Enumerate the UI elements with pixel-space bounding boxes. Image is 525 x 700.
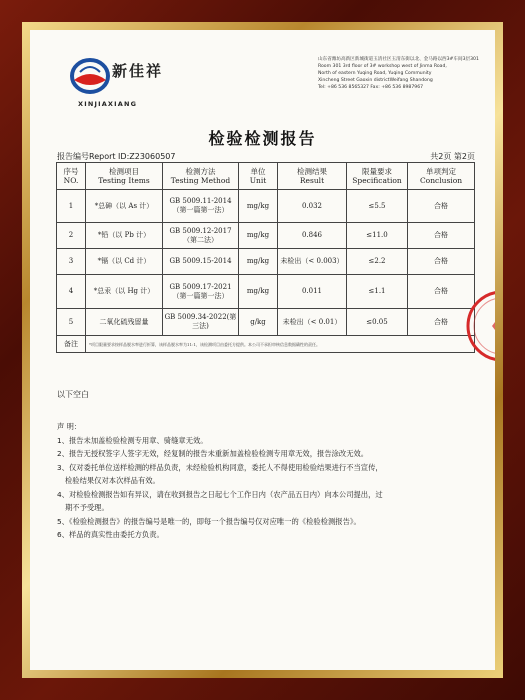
table-row [57, 190, 475, 223]
address-en-line: Xincheng Street Gaoxin districtWeifang Shandong [318, 78, 433, 83]
header-en: Testing Method [170, 176, 231, 185]
cell-no: 2 [57, 223, 86, 249]
table-row [57, 275, 475, 309]
statement-item: 4、对检验检测报告如有异议，请在收到报告之日起七个工作日内（农产品五日内）向本公司提出，过 [57, 489, 383, 499]
note-row [57, 336, 475, 353]
cell-method: GB 5009.17-2021（第一篇第一法） [163, 275, 239, 309]
header-cn: 限量要求 [362, 167, 392, 176]
header-en: Conclusion [419, 176, 463, 185]
cell-conclusion: 合格 [408, 309, 475, 336]
header-cn: 检测结果 [297, 167, 327, 176]
report-title: 检验检测报告 [208, 129, 317, 148]
cell-spec: ≤1.1 [347, 275, 408, 309]
statement-item: 6、样品的真实性由委托方负责。 [57, 530, 164, 539]
header-en: Testing Items [98, 176, 150, 185]
report-paper [30, 30, 495, 670]
header-en: Result [299, 176, 325, 185]
cell-result: 0.011 [278, 275, 347, 309]
company-address [318, 56, 493, 91]
cell-spec: ≤2.2 [347, 249, 408, 275]
address-en-line: North of eastern Yuqing Road, Yuqing Community [318, 71, 432, 76]
cell-method: GB 5009.12-2017（第二法） [163, 223, 239, 249]
cell-method: GB 5009.15-2014 [163, 249, 239, 275]
cell-spec: ≤11.0 [347, 223, 408, 249]
header-no [57, 163, 86, 190]
cell-spec: ≤0.05 [347, 309, 408, 336]
cell-unit: mg/kg [239, 249, 278, 275]
statement-item: 3、仅对委托单位送样检测的样品负责，未经检验机构同意，委托人不得使用检验结果进行不当宣传， [57, 462, 383, 472]
report-number: 报告编号Report ID:Z23060507 [57, 152, 176, 161]
statement-item: 检验结果仅对本次样品有效。 [65, 476, 160, 485]
cell-result: 0.846 [278, 223, 347, 249]
cell-unit: mg/kg [239, 190, 278, 223]
statement-section [57, 420, 482, 542]
header-result [278, 163, 347, 190]
statement-heading: 声 明： [57, 422, 82, 431]
cell-item: *总汞（以 Hg 计） [86, 275, 163, 309]
official-seal-icon [462, 286, 495, 366]
cell-conclusion: 合格 [408, 275, 475, 309]
cell-unit: g/kg [239, 309, 278, 336]
note-label: 备注 [57, 336, 86, 353]
cell-method: GB 5009.34-2022(第三法) [163, 309, 239, 336]
cell-conclusion: 合格 [408, 249, 475, 275]
cell-method: GB 5009.11-2014（第一篇第一法） [163, 190, 239, 223]
blank-below-notice: 以下空白 [57, 390, 89, 399]
header-en: Specification [352, 176, 402, 185]
cell-result: 未检出（< 0.01） [278, 309, 347, 336]
company-name-cn: 新佳祥 [112, 62, 164, 80]
cell-unit: mg/kg [239, 223, 278, 249]
table-row [57, 223, 475, 249]
table-row [57, 309, 475, 336]
cell-spec: ≤5.5 [347, 190, 408, 223]
header-item [86, 163, 163, 190]
cell-conclusion: 合格 [408, 223, 475, 249]
statement-item: 2、报告无授权签字人签字无效，经复制的报告未重新加盖检验检测专用章无效，报告涂改无效。 [57, 449, 369, 458]
cell-result: 未检出（< 0.003） [278, 249, 347, 275]
cell-conclusion: 合格 [408, 190, 475, 223]
header-cn: 检测项目 [109, 167, 139, 176]
cell-no: 5 [57, 309, 86, 336]
header-cn: 单位 [250, 167, 266, 176]
note-text: *项目限量要求按样品脱水率进行折算，该样品脱水率为11:1，该检测项目由委托方提供。本公司不承担审核信息数据确性的责任。 [86, 336, 475, 353]
header-cn: 序号 [63, 167, 79, 176]
header-method [163, 163, 239, 190]
header-cn: 单项判定 [426, 167, 456, 176]
header-en: NO. [63, 176, 79, 185]
table-header-row [57, 163, 475, 190]
cell-item: 二氧化硫残留量 [86, 309, 163, 336]
cell-unit: mg/kg [239, 275, 278, 309]
header-en: Unit [249, 176, 267, 185]
table-row [57, 249, 475, 275]
address-en-line: Room 301 3rd floor of 3# workshop west of Jinma Road, [318, 64, 447, 69]
cell-item: *镉（以 Cd 计） [86, 249, 163, 275]
header-spec [347, 163, 408, 190]
statement-item: 1、报告未加盖检验检测专用章、骑缝章无效。 [57, 435, 208, 445]
phone-fax: Tel: +86 536 8565327 Fax: +86 536 8987967 [318, 85, 424, 90]
statement-item: 5、《检验检测报告》的报告编号是唯一的，即每一个报告编号仅对应唯一的《检验检测报告》。 [57, 516, 361, 526]
cell-no: 1 [57, 190, 86, 223]
statement-item: 期不予受理。 [65, 503, 109, 512]
cell-item: *铅（以 Pb 计） [86, 223, 163, 249]
cell-no: 3 [57, 249, 86, 275]
header-unit [239, 163, 278, 190]
address-cn: 山东省潍坊高新区新城街道玉清社区玉清东街以北、金马路以西3#车间3层301 [318, 57, 479, 62]
results-table [56, 162, 475, 353]
header-conclusion [408, 163, 475, 190]
cell-result: 0.032 [278, 190, 347, 223]
cell-no: 4 [57, 275, 86, 309]
page-count: 共2页 第2页 [430, 152, 475, 161]
header-cn: 检测方法 [185, 167, 216, 176]
cell-item: *总砷（以 As 计） [86, 190, 163, 223]
company-name-en: XINJIAXIANG [78, 100, 138, 108]
